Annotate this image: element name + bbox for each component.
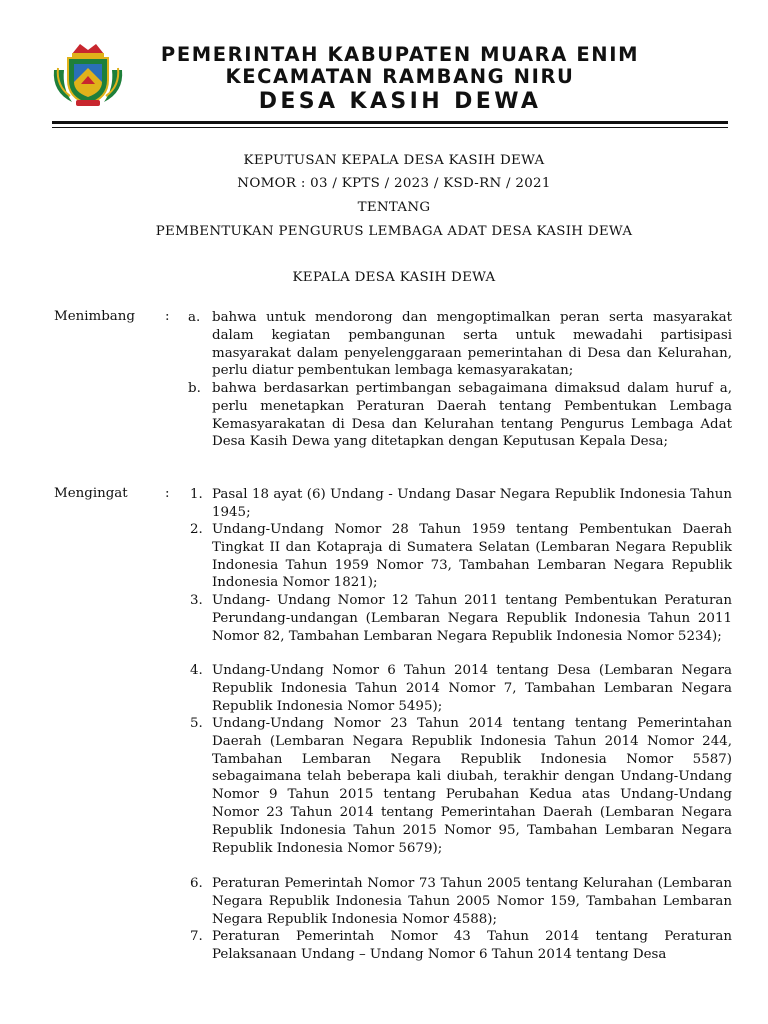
letterhead-government: PEMERINTAH KABUPATEN MUARA ENIM [160,43,640,66]
letterhead-village: DESA KASIH DEWA [258,89,542,114]
decree-issuer: KEPALA DESA KASIH DEWA [292,270,496,285]
mengingat-marker-1: 1. [190,487,203,502]
menimbang-marker-b: b. [188,381,201,396]
regency-coat-of-arms-icon [50,40,126,108]
mengingat-marker-4: 4. [190,663,203,678]
letterhead [140,44,660,115]
mengingat-item-3: Undang- Undang Nomor 12 Tahun 2011 tentang Pembentukan Peraturan Perundang-undangan (Lembaran Negara Republik Indonesia Tahun 2011 Nomor 82, Tambahan Lembaran Negara Republik Indonesia Nomor 5234); [212,593,732,644]
decree-subject: PEMBENTUKAN PENGURUS LEMBAGA ADAT DESA KASIH DEWA [155,224,633,239]
decree-about: TENTANG [357,200,431,215]
decree-title: KEPUTUSAN KEPALA DESA KASIH DEWA [243,153,545,168]
mengingat-item-2: Undang-Undang Nomor 28 Tahun 1959 tentang Pembentukan Daerah Tingkat II dan Kotapraja di Sumatera Selatan (Lembaran Negara Republik Indonesia Tahun 1959 Nomor 73, Tambahan Lembaran Negara Republik Indonesia Nomor 1821); [212,522,732,591]
menimbang-label: Menimbang [54,309,135,324]
mengingat-colon: : [165,486,170,501]
mengingat-item-1: Pasal 18 ayat (6) Undang - Undang Dasar Negara Republik Indonesia Tahun 1945; [212,487,732,520]
mengingat-marker-6: 6. [190,876,203,891]
mengingat-marker-5: 5. [190,716,203,731]
mengingat-item-6: Peraturan Pemerintah Nomor 73 Tahun 2005 tentang Kelurahan (Lembaran Negara Republik Indonesia Tahun 2005 Nomor 159, Tambahan Lembaran Negara Republik Indonesia Nomor 4588); [212,876,732,927]
mengingat-marker-3: 3. [190,593,203,608]
letterhead-rule-thick [52,121,728,124]
menimbang-item-a: bahwa untuk mendorong dan mengoptimalkan peran serta masyarakat dalam kegiatan pembangunan serta untuk mewadahi partisipasi masyarakat dalam penyelenggaraan pemerintahan di Desa dan Kelurahan, perlu diatur pembentukan lembaga kemasyarakatan; [212,310,732,379]
decree-number: NOMOR : 03 / KPTS / 2023 / KSD-RN / 2021 [237,176,551,191]
mengingat-item-5: Undang-Undang Nomor 23 Tahun 2014 tentang tentang Pemerintahan Daerah (Lembaran Negara Republik Indonesia Tahun 2014 Nomor 244, Tambahan Lembaran Negara Republik Indonesia Nomor 5587) sebagaimana telah beberapa kali diubah, terakhir dengan Undang-Undang Nomor 9 Tahun 2015 tentang Perubahan Kedua atas Undang-Undang Nomor 23 Tahun 2014 tentang Pemerintahan Daerah (Lembaran Negara Republik Indonesia Tahun 2015 Nomor 95, Tambahan Lembaran Negara Republik Indonesia Nomor 5679); [212,716,732,856]
mengingat-item-7: Peraturan Pemerintah Nomor 43 Tahun 2014 tentang Peraturan Pelaksanaan Undang – Undang Nomor 6 Tahun 2014 tentang Desa [212,929,732,962]
menimbang-item-b: bahwa berdasarkan pertimbangan sebagaimana dimaksud dalam huruf a, perlu menetapkan Peraturan Daerah tentang Pembentukan Lembaga Kemasyarakatan di Desa dan Kelurahan tentang Pengurus Lembaga Adat Desa Kasih Dewa yang ditetapkan dengan Keputusan Kepala Desa; [212,381,732,450]
mengingat-marker-7: 7. [190,929,203,944]
mengingat-marker-2: 2. [190,522,203,537]
mengingat-label: Mengingat [54,486,128,501]
letterhead-district: KECAMATAN RAMBANG NIRU [225,65,575,88]
menimbang-marker-a: a. [188,310,201,325]
mengingat-item-4: Undang-Undang Nomor 6 Tahun 2014 tentang Desa (Lembaran Negara Republik Indonesia Tahun 2014 Nomor 7, Tambahan Lembaran Negara Republik Indonesia Nomor 5495); [212,663,732,714]
letterhead-rule-thin [52,127,728,128]
menimbang-colon: : [165,309,170,324]
